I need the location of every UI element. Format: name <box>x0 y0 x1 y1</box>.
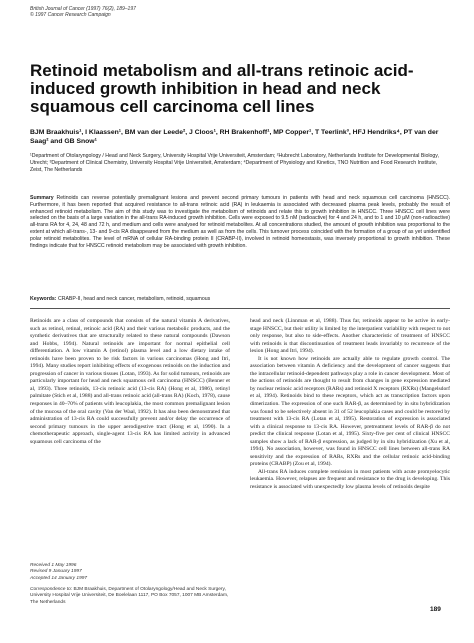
copyright-line: © 1997 Cancer Research Campaign <box>30 12 111 18</box>
correspondence-note <box>30 587 230 606</box>
correspondence-label: Correspondence to: <box>30 587 73 592</box>
page-number: 189 <box>430 606 441 613</box>
section-divider <box>30 308 450 309</box>
received-date: Received 1 May 1996 <box>30 563 77 568</box>
article-title: Retinoid metabolism and all-trans retinoic acid-induced growth inhibition in head and neck squamous cell carcinoma cell lines <box>30 61 414 116</box>
correspondence-text: BJM Braakhuis, Department of Otolaryngology/Head and Neck Surgery, University Hospital Vrije Universiteit, De Boelelaan 1117, PO Box 7057, 1007 MB Amsterdam, The Netherlands <box>30 587 229 605</box>
keywords-label: Keywords: <box>30 296 57 302</box>
accepted-date: Accepted 14 January 1997 <box>30 575 88 581</box>
received-dates <box>30 563 230 582</box>
keywords-block <box>30 296 450 303</box>
summary-block <box>30 195 450 249</box>
revised-date: Revised 9 January 1997 <box>30 569 82 575</box>
keywords-text: CRABP-II, head and neck cancer, metabolism, retinoid, squamous <box>57 296 211 302</box>
journal-citation: British Journal of Cancer (1997) 76(2), 189–197 <box>30 6 136 12</box>
body-paragraph: All-trans RA induces complete remission in most patients with acute promyelocytic leukaemia. However, relapses are frequent and resistance to the drug is developing. This resistance is associated with unexpectedly low plasma levels of retinoids despite <box>250 468 450 491</box>
body-paragraph: Retinoids are a class of compounds that consists of the natural vitamin A derivatives, such as retinol, retinal, retinoic acid (RA) and their various metabolic products, and the synthetic derivatives that are structurally related to these natural compounds (Dawson and Hobbs, 1994). Natural retinoids are important for normal epithelial cell differentiation. A low vitamin A (retinol) plasma level and a low dietary intake of retinoids have been proven to be risk factors in various carcinomas (Hong and Itri, 1994). Many studies report inhibiting effects of exogenous retinoids on the induction and progression of cancer in various tissues (Lotan, 1993). As for solid tumours, retinoids are particularly important for head and neck squamous cell carcinoma (HNSCC) (Benner et al, 1993). Three retinoids, 13-cis retinoic acid (13-cis RA) (Hong et al, 1986), retinyl palmitate (Stich et al, 1988) and all-trans retinoic acid (all-trans RA) (Koch, 1978), cause responses in 40–70% of patients with leucoplakia, the most common premalignant lesion of the mucosa of the oral cavity (Van der Waal, 1992). It has also been demonstrated that administration of 13-cis RA could successfully prevent and/or delay the occurrence of second primary tumours in the upper aerodigestive tract (Hong et al, 1990). In a chemotherapeutic approach, single-agent 13-cis RA has limited activity in advanced squamous cell carcinoma of the <box>30 318 230 445</box>
summary-text: Retinoids can reverse potentially premalignant lesions and prevent second primary tumours in patients with head and neck squamous cell carcinoma (HNSCC). Furthermore, it has been reported that acquired resistance to all-trans retinoic acid (RA) in leukaemia is associated with decreased plasma peak levels, probably the result of enhanced retinoid metabolism. The aim of this study was to investigate the metabolism of retinoids and relate this to growth inhibition in HNSCC. Three HNSCC cell lines were selected on the basis of a large variation in the all-trans RA-induced growth inhibition. Cells were exposed to 9.5 nM (radioactive) for 4 and 24 h, and to 1 and 10 µM (non-radioactive) all-trans RA for 4, 24, 48 and 72 h, and medium and cells were analysed for retinoid metabolites. At all concentrations studied, the amount of growth inhibition was proportional to the extent at which all-trans-, 13- and 9-cis RA disappeared from the medium as well as from the cells. This turnover process coincided with the formation of a group of as yet unidentified polar retinoid metabolites. The level of mRNA of cellular RA-binding protein II (CRABP-II), involved in retinoid homeostasis, was inversely proportional to growth inhibition. These findings indicate that for HNSCC retinoid metabolism may be associated with growth inhibition. <box>30 195 450 249</box>
summary-label: Summary <box>30 195 54 201</box>
author-list: BJM Braakhuis¹, I Klaassen¹, BM van der Leede², J Cloos¹, RH Brakenhoff¹, MP Copper¹, T Teerlink³, HFJ Hendriks⁴, PT van der Saag² and GB Snow¹ <box>30 129 439 145</box>
left-column <box>30 318 230 446</box>
right-column <box>250 318 450 492</box>
body-paragraph: head and neck (Linnman et al, 1988). Thus far, retinoids appear to be active in early-stage HNSCC, but their utility is limited by the interpatient variability with respect to not only response, but also to side-effects. Another characteristic of treatment of HNSCC with retinoids is that discontinuation of treatment leads invariably to recurrence of the lesion (Hong and Itri, 1994). <box>250 318 450 355</box>
body-paragraph: It is not known how retinoids are actually able to regulate growth control. The association between vitamin A deficiency and the development of cancer suggests that the intracellular retinoid-dependent pathways play a role in cancer development. Most of the actions of retinoids are thought to result from changes in gene expression mediated by nuclear retinoic acid receptors (RARs) and retinoid X receptors (RXRs) (Mangelsdorf et al, 1994). Retinoids bind to these receptors, which act as transcription factors upon dimerization. The expression of one such RAR-β, as determined by in situ hybridization was found to be selectively absent in 31 of 52 leucoplakia cases and could be restored by treatment with 13-cis RA (Lotan et al, 1995). Restoration of expression is associated with a clinical response to 13-cis RA. However, pretreatment levels of RAR-β do not predict the clinical response (Lotan et al, 1995). Sixty-five per cent of clinical HNSCC samples show a lack of RAR-β expression, as judged by in situ hybridization (Xu et al, 1994). No association, however, was found in HNSCC cell lines between all-trans RA sensitivity and the expression of RARs, RXRs and the cellular retinoic acid-binding proteins (CRABP) (Zou et al, 1994). <box>250 355 450 468</box>
affiliations: ¹Department of Otolaryngology / Head and Neck Surgery, University Hospital Vrije Universiteit, Amsterdam; ²Hubrecht Laboratory, Netherlands Institute for Developmental Biology, Utrecht; ³Department of Clinical Chemistry, University Hospital Vrije Universiteit, Amsterdam; ⁴Department of Physiology and Kinetics, TNO Nutrition and Food Research Institute, Zeist, The Netherlands <box>30 153 439 173</box>
journal-header <box>30 6 136 18</box>
